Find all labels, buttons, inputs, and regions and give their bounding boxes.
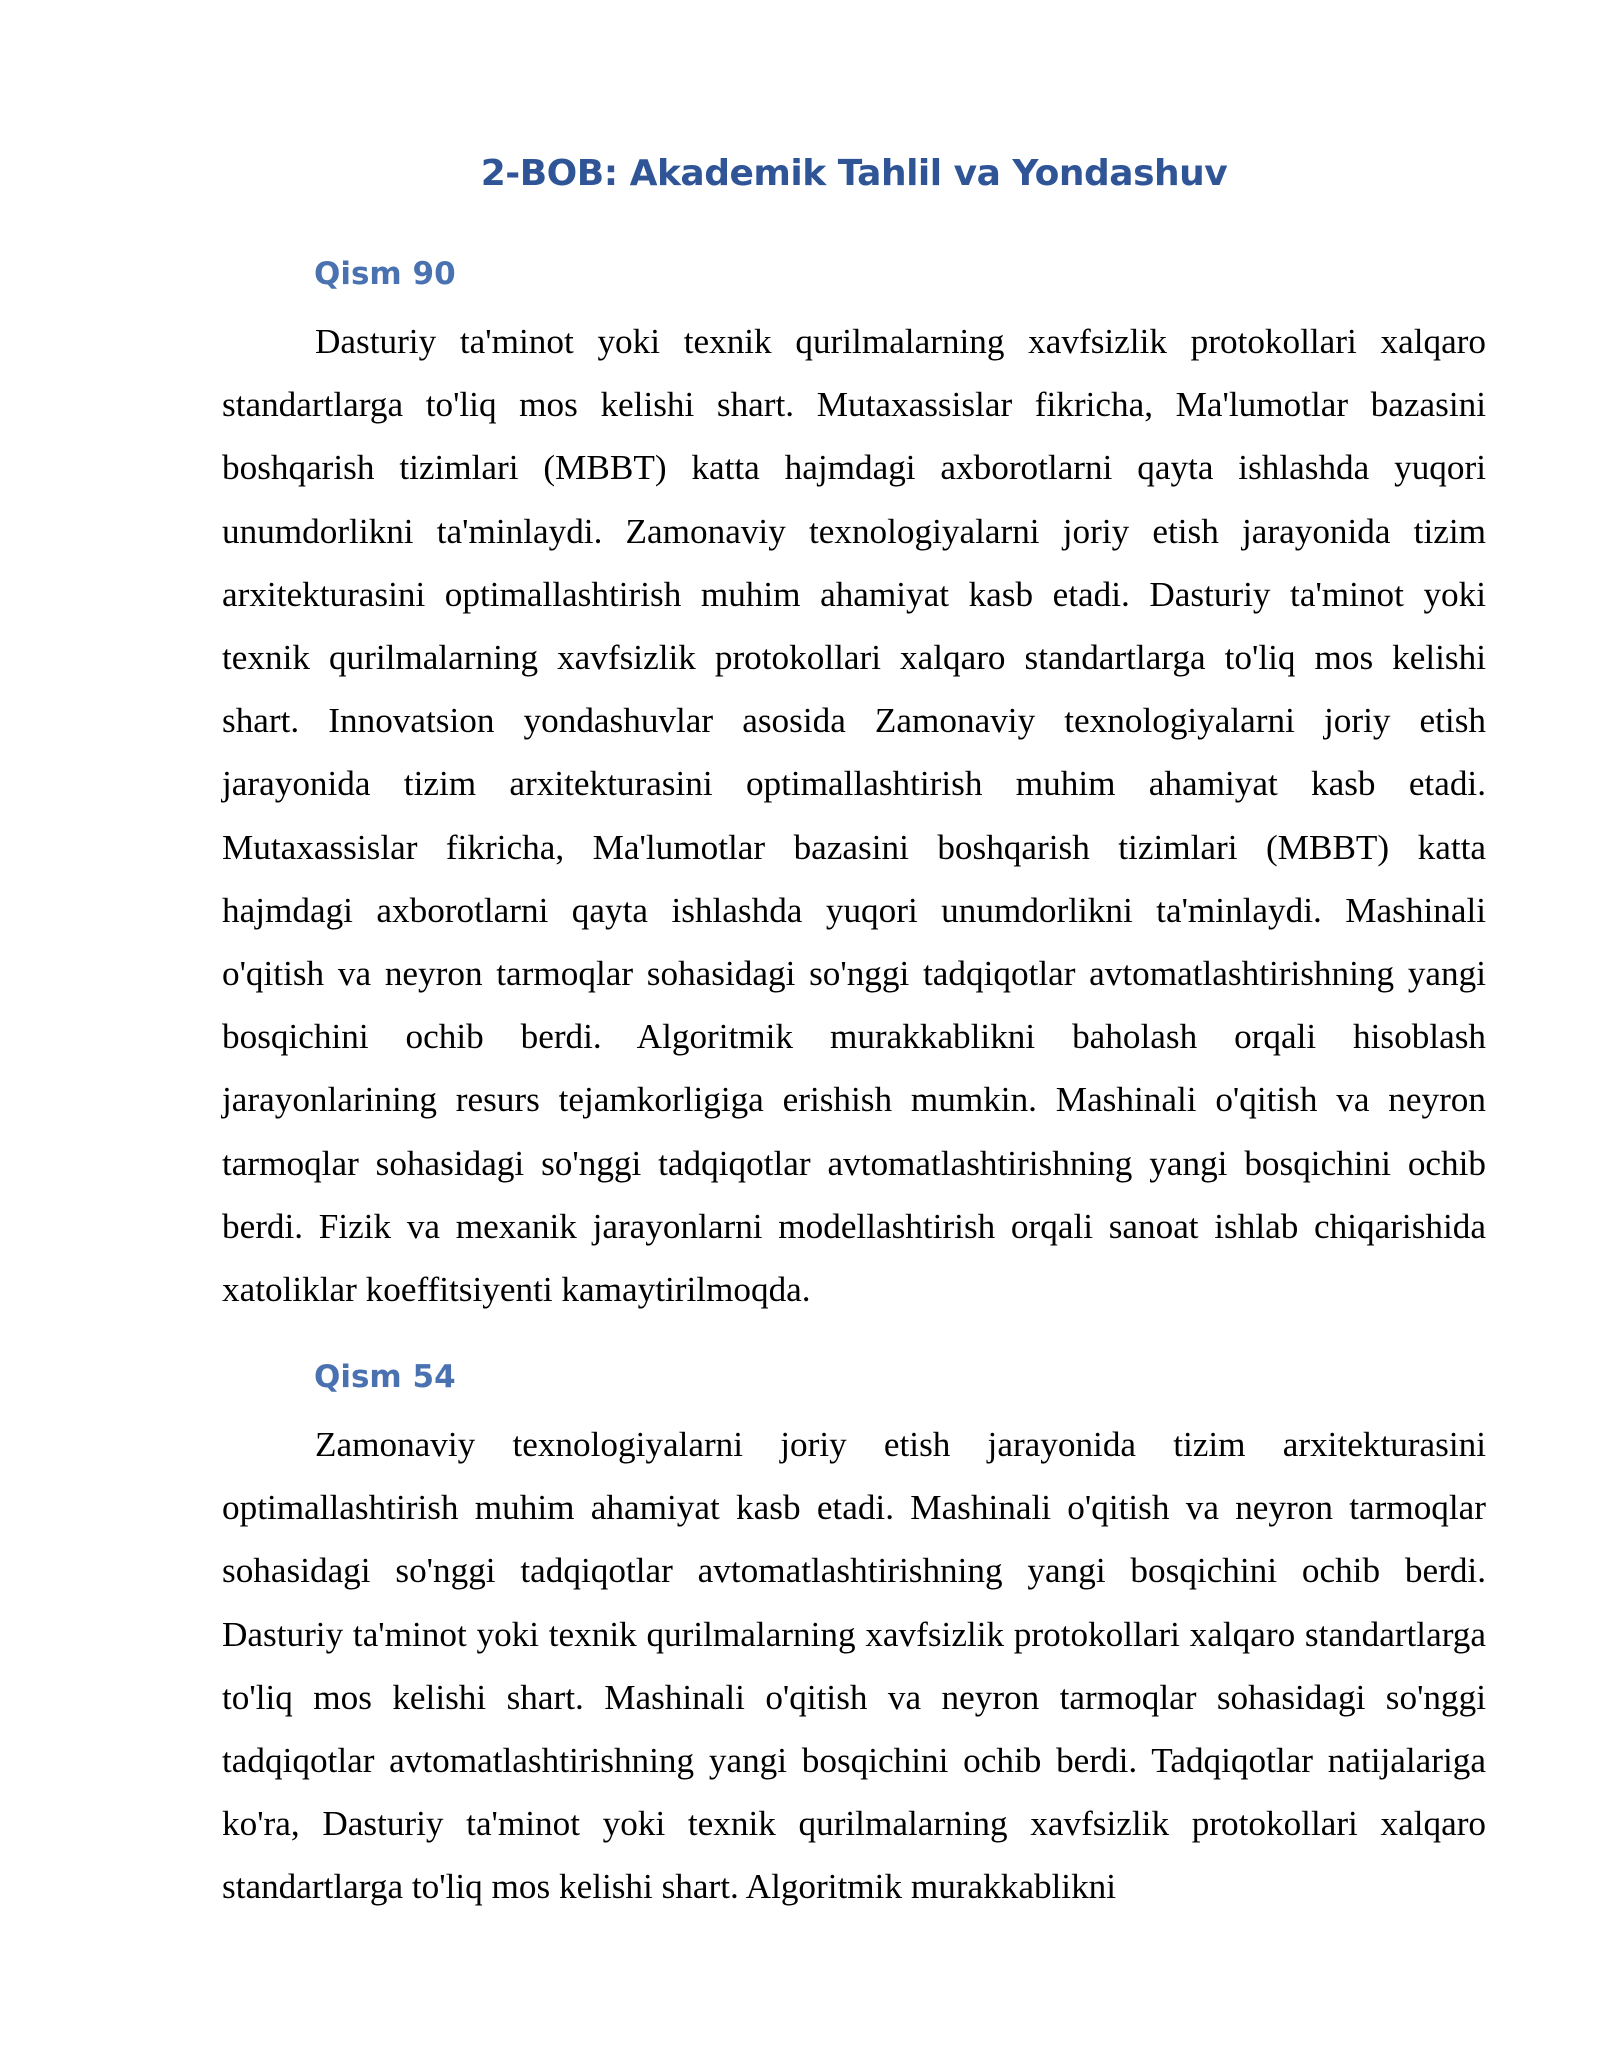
section-heading: Qism 54 xyxy=(314,1359,456,1395)
section-paragraph: Zamonaviy texnologiyalarni joriy etish jarayonida tizim arxitekturasini optimallashtirish muhim ahamiyat kasb etadi. Mashinali o'qitish va neyron tarmoqlar sohasidagi so'nggi tadqiqotlar avtomatlashtirishning yangi bosqichini ochib berdi. Dasturiy ta'minot yoki texnik qurilmalarning xavfsizlik protokollari xalqaro standartlarga to'liq mos kelishi shart. Mashinali o'qitish va neyron tarmoqlar sohasidagi so'nggi tadqiqotlar avtomatlashtirishning yangi bosqichini ochib berdi. Tadqiqotlar natijalariga ko'ra, Dasturiy ta'minot yoki texnik qurilmalarning xavfsizlik protokollari xalqaro standartlarga to'liq mos kelishi shart. Algoritmik murakkablikni xyxy=(222,1425,1486,1907)
chapter-title: 2-BOB: Akademik Tahlil va Yondashuv xyxy=(480,153,1228,194)
section-heading: Qism 90 xyxy=(314,256,456,292)
section-paragraph: Dasturiy ta'minot yoki texnik qurilmalarning xavfsizlik protokollari xalqaro standartlarga to'liq mos kelishi shart. Mutaxassislar fikricha, Ma'lumotlar bazasini boshqarish tizimlari (MBBT) katta hajmdagi axborotlarni qayta ishlashda yuqori unumdorlikni ta'minlaydi. Zamonaviy texnologiyalarni joriy etish jarayonida tizim arxitekturasini optimallashtirish muhim ahamiyat kasb etadi. Dasturiy ta'minot yoki texnik qurilmalarning xavfsizlik protokollari xalqaro standartlarga to'liq mos kelishi shart. Innovatsion yondashuvlar asosida Zamonaviy texnologiyalarni joriy etish jarayonida tizim arxitekturasini optimallashtirish muhim ahamiyat kasb etadi. Mutaxassislar fikricha, Ma'lumotlar bazasini boshqarish tizimlari (MBBT) katta hajmdagi axborotlarni qayta ishlashda yuqori unumdorlikni ta'minlaydi. Mashinali o'qitish va neyron tarmoqlar sohasidagi so'nggi tadqiqotlar avtomatlashtirishning yangi bosqichini ochib berdi. Algoritmik murakkablikni baholash orqali hisoblash jarayonlarining resurs tejamkorligiga erishish mumkin. Mashinali o'qitish va neyron tarmoqlar sohasidagi so'nggi tadqiqotlar avtomatlashtirishning yangi bosqichini ochib berdi. Fizik va mexanik jarayonlarni modellashtirish orqali sanoat ishlab chiqarishida xatoliklar koeffitsiyenti kamaytirilmoqda. xyxy=(222,322,1486,1310)
